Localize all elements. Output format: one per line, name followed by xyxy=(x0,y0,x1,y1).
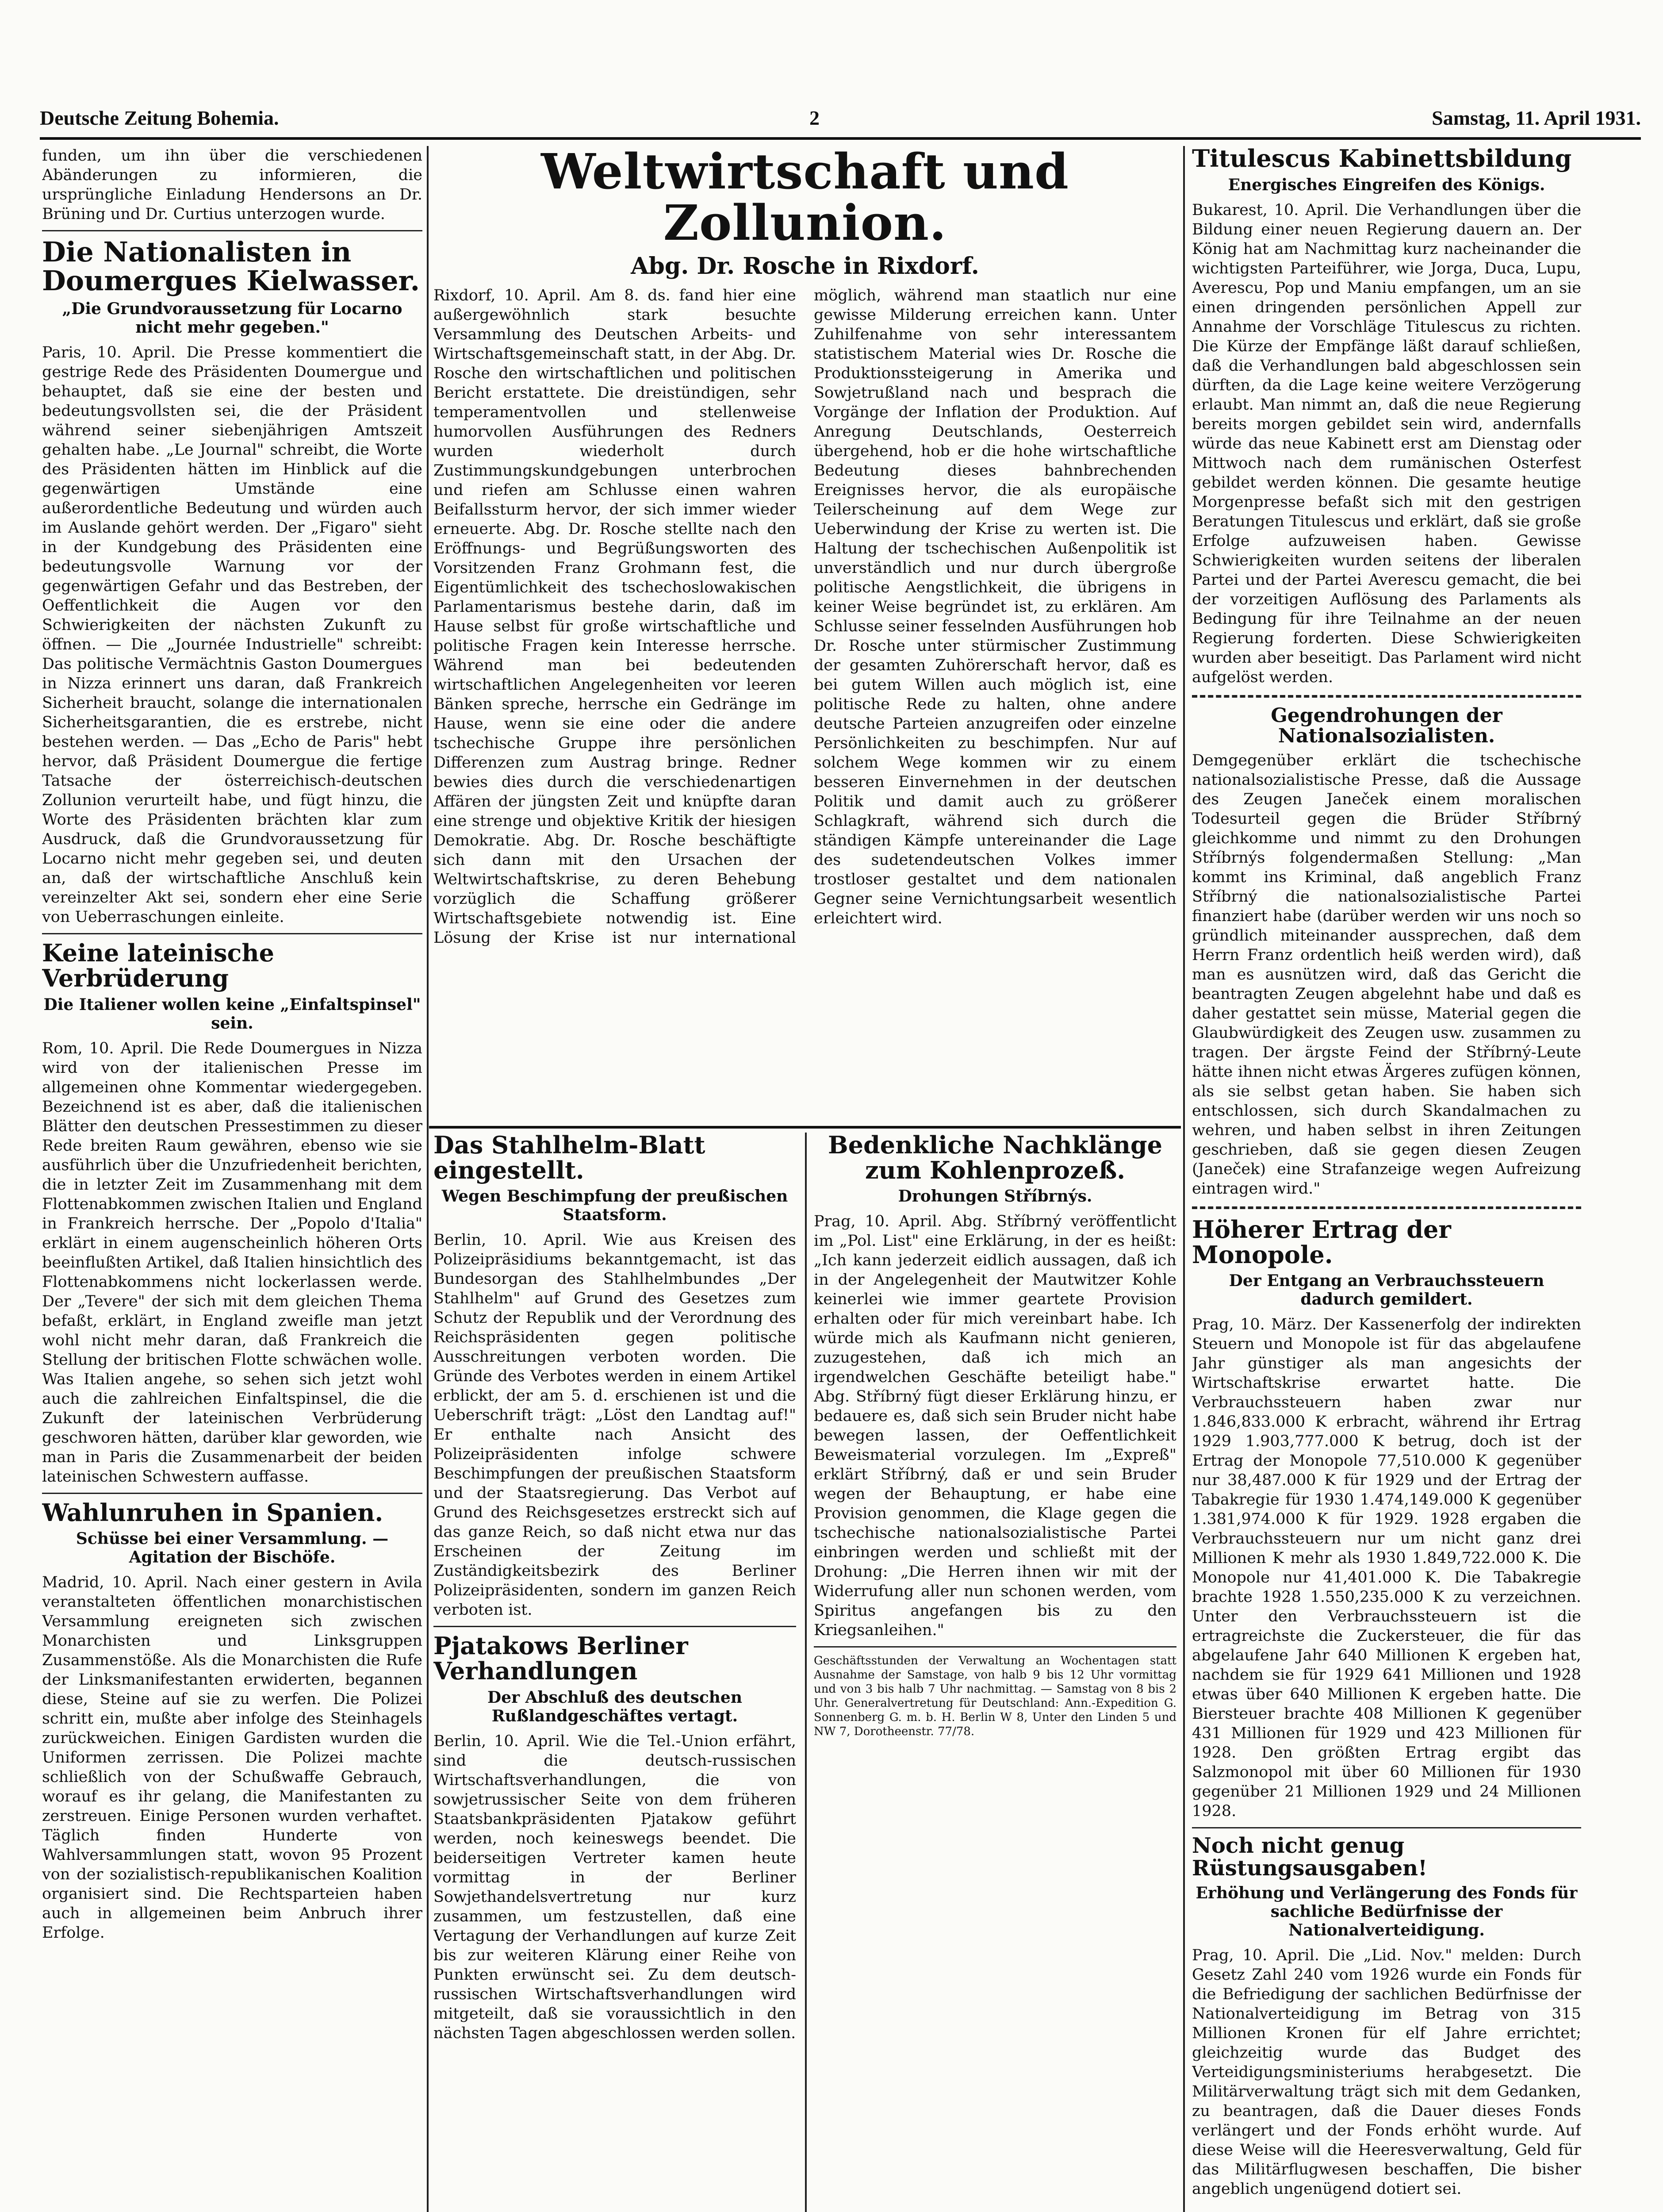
column-divider xyxy=(1183,146,1185,2212)
office-hours-notice: Geschäftsstunden der Verwaltung an Wochentagen statt Ausnahme der Samstage, von halb 9 bis 12 Uhr vormittag und von 3 bis halb 7 Uhr nachmittag. — Samstag von 8 bis 2 Uhr. Generalvertretung für Deutschland: Ann.-Expedition G. Sonnenberg G. m. b. H. Berlin W 8, Unter den Linden 5 und NW 7, Dorotheenstr. 77/78. xyxy=(814,1654,1176,1739)
column-mid-right xyxy=(814,1133,1176,2212)
article-continuation: funden, um ihn über die verschiedenen Abänderungen zu informieren, die ursprüngliche Einladung Hendersons an Dr. Brüning und Dr. Curtius unterzogen wurde. xyxy=(42,147,422,223)
article-headline: Keine lateinische Verbrüderung xyxy=(42,939,275,992)
column-left xyxy=(42,146,422,2212)
article-body: Prag, 10. März. Der Kassenerfolg der indirekten Steuern und Monopole ist für das abgelaufene Jahr günstiger als man angesichts der Wirtschaftskrise erwartet hatte. Die Verbrauchssteuern haben zwar nur 1.846,833.000 K erbracht, während ihr Ertrag 1929 1.903,777.000 K betrug, doch ist der Ertrag der Monopole 77,510.000 K gegenüber nur 38,487.000 K für 1929 und der Ertrag der Tabakregie für 1930 1.474,149.000 K gegenüber 1.381,974.000 K für 1929. 1928 ergaben die Verbrauchssteuern nur um nicht ganz drei Millionen K mehr als 1930 1.849,722.000 K. Die Monopole nur 41,401.000 K. Die Tabakregie brachte 1928 1.550,235.000 K zu verzeichnen. Unter den Verbrauchssteuern ist die ertragreichste die Zuckersteuer, die für das abgelaufene Jahr 640 Millionen K ergeben hat, nachdem sie für 1929 641 Millionen und 1928 etwas über 640 Millionen K ergeben hatte. Die Biersteuer brachte 408 Millionen K gegenüber 431 Millionen für 1929 und 423 Millionen für 1928. Den größten Ertrag ergibt das Salzmonopol mit über 60 Millionen für 1930 gegenüber 21 Millionen 1929 und 24 Millionen 1928. xyxy=(1192,1316,1581,1820)
page-number: 2 xyxy=(809,107,820,129)
article-headline: Titulescus Kabinettsbildung xyxy=(1192,146,1572,173)
article-body: Madrid, 10. April. Nach einer gestern in Avila veranstalteten öffentlichen monarchistischen Versammlung ereigneten sich zwischen Monarchisten und Linksgruppen Zusammenstöße. Als die Monarchisten die Rufe der Linksmanifestanten erwiderten, begannen diese, Steine auf sie zu werfen. Die Polizei schritt ein, mußte aber infolge des Steinhagels zurückweichen. Einigen Gardisten wurden die Uniformen zerrissen. Die Polizei machte schließlich von der Schußwaffe Gebrauch, worauf es ihr gelang, die Manifestanten zu zerstreuen. Einige Personen wurden verhaftet. Täglich finden Hunderte von Wahlversammlungen statt, wovon 95 Prozent von der sozialistisch-republikanischen Koalition organisiert sind. Die Rechtsparteien haben auch in allgemeinen beim Anbruch ihrer Erfolge. xyxy=(42,1574,422,1942)
newspaper-name: Deutsche Zeitung Bohemia. xyxy=(40,107,279,129)
lead-subheadline: Abg. Dr. Rosche in Rixdorf. xyxy=(631,253,979,280)
lead-headline: Weltwirtschaft und Zollunion. xyxy=(541,146,1069,251)
article-body: Prag, 10. April. Die „Lid. Nov." melden: Durch Gesetz Zahl 240 vom 1926 wurde ein Fonds für die Befriedigung der sachlichen Bedürfnisse der Nationalverteidigung im Betrag von 315 Millionen Kronen für elf Jahre errichtet; gleichzeitig wurde das Budget des Verteidigungsministeriums herabgesetzt. Die Militärverwaltung trägt sich mit dem Gedanken, zu beantragen, daß die Dauer dieses Fonds verlängert und der Fonds erhöht wurde. Auf diese Weise will die Heeresverwaltung, Geld für das Militärflugwesen beschaffen, Die bisher angeblich ungenügend dotiert sei. xyxy=(1192,1947,1581,2198)
article-subheadline: Schüsse bei einer Versammlung. — Agitation der Bischöfe. xyxy=(76,1529,389,1567)
issue-date: Samstag, 11. April 1931. xyxy=(1432,107,1641,129)
column-divider xyxy=(805,1133,807,2212)
article-headline: Wahlunruhen in Spanien. xyxy=(42,1498,383,1527)
article-body: Rom, 10. April. Die Rede Doumergues in Nizza wird von der italienischen Presse im allgemeinen ohne Kommentar wiedergegeben. Bezeichnend ist es aber, daß die italienischen Blätter den deutschen Pressestimmen zu dieser Rede breiten Raum gewähren, ebenso wie sie ausführlich über die Unzufriedenheit berichten, die in letzter Zeit im Zusammenhang mit dem Flottenabkommen zwischen Italien und England in Frankreich herrsche. Der „Popolo d'Italia" erklärt in einem augenscheinlich höheren Orts beeinflußten Artikel, daß Italien hinsichtlich des Flottenabkommens nicht lockerlassen werde. Der „Tevere" der sich mit dem gleichen Thema befaßt, erklärt, in England zweifle man jetzt wohl nicht mehr daran, daß Frankreich die Stellung der britischen Flotte schwächen wolle. Was Italien angehe, so sehen sich jetzt wohl auch die zahlreichen Einfaltspinsel, die die Zukunft der lateinischen Verbrüderung geschworen hätten, darüber klar geworden, wie man in Paris die Zusammenarbeit der beiden lateinischen Schwestern auffasse. xyxy=(42,1039,422,1486)
divider xyxy=(1192,695,1581,698)
column-right xyxy=(1192,146,1581,2212)
article-subheadline: Erhöhung und Verlängerung des Fonds für sachliche Bedürfnisse der Nationalverteidigung. xyxy=(1196,1884,1578,1940)
masthead xyxy=(40,102,1641,137)
article-subheadline: Wegen Beschimpfung der preußischen Staatsform. xyxy=(441,1187,788,1225)
divider xyxy=(42,230,422,231)
lead-article xyxy=(433,146,1176,1124)
article-body: Paris, 10. April. Die Presse kommentiert die gestrige Rede des Präsidenten Doumergue und behauptet, daß sie eine der besten und bedeutungsvollsten sei, die der Präsident während seiner siebenjährigen Amtszeit gehalten habe. „Le Journal" schreibt, die Worte des Präsidenten hätten im Hinblick auf die gegenwärtigen Umstände eine außerordentliche Bedeutung und würden auch im Auslande gehört werden. Der „Figaro" sieht in der Kundgebung des Präsidenten eine bedeutungsvolle Warnung vor der gegenwärtigen Gefahr und das Bestreben, der Oeffentlichkeit die Augen vor den Schwierigkeiten der nächsten Zukunft zu öffnen. — Die „Journée Industrielle" schreibt: Das politische Vermächtnis Gaston Doumergues in Nizza erinnert uns daran, daß Frankreich Sicherheit braucht, solange die internationalen Sicherheitsgarantien, die es erstrebe, nicht bestehen werden. — Das „Echo de Paris" hebt hervor, daß Präsident Doumergue die fertige Tatsache der österreichisch-deutschen Zollunion verurteilt habe, und fügt hinzu, die Worte des Präsidenten brächten klar zum Ausdruck, daß die Grundvoraussetzung für Locarno nicht mehr gegeben sei, und deuten an, daß der wirtschaftliche Anschluß kein vereinzelter Akt sei, sondern eher eine Serie von Ueberraschungen einleite. xyxy=(42,344,422,926)
masthead-rule xyxy=(40,137,1641,140)
divider xyxy=(433,1626,796,1627)
column-mid-left xyxy=(433,1133,796,2212)
lead-body: Rixdorf, 10. April. Am 8. ds. fand hier eine außergewöhnlich stark besuchte Versammlung des Deutschen Arbeits- und Wirtschaftsgemeinschaft statt, in der Abg. Dr. Rosche den wirtschaftlichen und politischen Bericht erstattete. Die dreistündigen, sehr temperamentvollen und stellenweise humorvollen Ausführungen des Redners wurden wiederholt durch Zustimmungskundgebungen unterbrochen und riefen am Schlusse einen wahren Beifallssturm hervor, der sich immer wieder erneuerte. Abg. Dr. Rosche stellte nach den Eröffnungs- und Begrüßungsworten des Vorsitzenden Franz Grohmann fest, die Eigentümlichkeit des tschechoslowakischen Parlamentarismus bestehe darin, daß im Hause selbst für große wirtschaftliche und politische Fragen kein Interesse herrsche. Während man bei bedeutenden wirtschaftlichen Angelegenheiten vor leeren Bänken spreche, herrsche ein Gedränge im Hause, wenn sie eine oder die andere tschechische Gruppe ihre persönlichen Differenzen zum Austrag bringe. Redner bewies dies durch die verschiedenartigen Affären der jüngsten Zeit und knüpfte daran eine strenge und objektive Kritik der hiesigen Demokratie. Abg. Dr. Rosche beschäftigte sich dann mit den Ursachen der Weltwirtschaftskrise, zu deren Behebung vorzüglich die Schaffung größerer Wirtschaftsgebiete notwendig ist. Eine Lösung der Krise ist nur international möglich, während man staatlich nur eine gewisse Milderung erreichen kann. Unter Zuhilfenahme von sehr interessantem statistischem Material wies Dr. Rosche die Produktionssteigerung in Amerika und Sowjetrußland nach und besprach die Vorgänge der Inflation der Produktion. Auf Anregung Deutschlands, Oesterreich übergehend, hob er die hohe wirtschaftliche Bedeutung dieses bahnbrechenden Ereignisses hervor, die als europäische Teilerscheinung auf dem Wege zur Ueberwindung der Krise zu werten ist. Die Haltung der tschechischen Außenpolitik ist unverständlich und nur durch übergroße politische Aengstlichkeit, die übrigens in keiner Weise begründet ist, zu erklären. Am Schlusse seiner fesselnden Ausführungen hob Dr. Rosche unter stürmischer Zustimmung der gesamten Zuhörerschaft hervor, daß es bei gutem Willen auch möglich ist, eine politische Rede zu halten, ohne andere deutsche Parteien anzugreifen oder einzelne Persönlichkeiten zu beschimpfen. Nur auf solchem Wege kommen wir zu einem besseren Einvernehmen in der deutschen Politik und damit auch zu größerer Schlagkraft, während sich durch die ständigen Kämpfe untereinander die Lage des sudetendeutschen Volkes immer trostloser gestaltet und dem nationalen Gegner seine Vernichtungsarbeit wesentlich erleichtert wird. xyxy=(433,287,1176,947)
article-subheadline: Drohungen Stříbrnýs. xyxy=(898,1187,1092,1206)
article-headline: Bedenkliche Nachklänge zum Kohlenprozeß. xyxy=(828,1133,1162,1184)
article-subheadline: Energisches Eingreifen des Königs. xyxy=(1228,175,1545,194)
section-divider xyxy=(429,1126,1181,1129)
article-body: Prag, 10. April. Abg. Stříbrný veröffentlicht im „Pol. List" eine Erklärung, in der es heißt: „Ich kann jederzeit eidlich aussagen, daß ich in der Angelegenheit der Mautwitzer Kohle keinerlei wie immer geartete Provision erhalten oder für mich vereinbart habe. Ich würde mich als Kaufmann nicht genieren, zuzugestehen, daß ich mich an irgendwelchen Geschäfte beteiligt habe." Abg. Stříbrný fügt dieser Erklärung hinzu, er bedauere es, daß sich sein Bruder nicht habe bewegen lassen, der Oeffentlichkeit Beweismaterial vorzulegen. Im „Expreß" erklärt Stříbrný, daß er und sein Bruder wegen der Behauptung, er habe eine Provision genommen, die Klage gegen die tschechische nationalsozialistische Partei einbringen werden und schließt mit der Drohung: „Die Herren ihnen wir mit der Widerrufung aller nun schonen werden, vom Spiritus angefangen bis zu den Kriegsanleihen." xyxy=(814,1213,1176,1640)
article-body: Demgegenüber erklärt die tschechische nationalsozialistische Presse, daß die Aussage des Zeugen Janeček einem moralischen Todesurteil gegen die Brüder Stříbrný gleichkomme und nimmt zu den Drohungen Stříbrnýs folgendermaßen Stellung: „Man kommt ins Kriminal, daß angeblich Franz Stříbrný die nationalsozialistische Partei finanziert habe (darüber werden wir uns noch so gründlich miteinander aussprechen, daß dem Herrn Franz ordentlich heiß werden wird), daß man es ausnützen wird, daß das Gericht die beantragten Zeugen abgelehnt habe und daß es daher gestattet sein müsse, Material gegen die Glaubwürdigkeit des Zeugen usw. zusammen zu tragen. Der ärgste Feind der Stříbrný-Leute hätte ihnen nicht etwas Ärgeres zufügen können, als sie selbst getan haben. Sie haben sich entschlossen, sich durch Skandalmachen zu wehren, und haben selbst in ihren Zeitungen geschrieben, daß sie gegen diesen Zeugen (Janeček) eine Strafanzeige wegen Aufreizung eintragen wird." xyxy=(1192,752,1581,1198)
column-divider xyxy=(427,146,429,2212)
article-body: Bukarest, 10. April. Die Verhandlungen über die Bildung einer neuen Regierung dauern an. Der König hat am Nachmittag kurz nacheinander die wichtigsten Parteiführer, wie Jorga, Duca, Lupu, Averescu, Pop und Maniu empfangen, um an sie einen dringenden persönlichen Appell zur Annahme der Vorschläge Titulescus zu richten. Die Kürze der Empfänge läßt darauf schließen, daß die Verhandlungen bald abgeschlossen sein dürften, da die Lage keine weitere Verzögerung erlaubt. Man nimmt an, daß die neue Regierung bereits morgen gebildet sein wird, andernfalls würde das neue Kabinett erst am Dienstag oder Mittwoch nach dem rumänischen Osterfest gebildet werden können. Die gesamte heutige Morgenpresse befaßt sich mit den gestrigen Beratungen Titulescus und erklärt, daß sie große Erfolge aufzuweisen haben. Gewisse Schwierigkeiten wurden seitens der liberalen Partei und der Partei Averescu gemacht, die bei der vorzeitigen Auflösung des Parlaments als Bedingung für ihre Teilnahme an der neuen Regierung forderten. Diese Schwierigkeiten wurden aber beseitigt. Das Parlament wird nicht aufgelöst werden. xyxy=(1192,201,1581,686)
article-headline: Gegendrohungen der Nationalsozialisten. xyxy=(1271,704,1502,747)
divider xyxy=(1192,1206,1581,1209)
article-subheadline: Der Abschluß des deutschen Rußlandgeschäftes vertagt. xyxy=(487,1688,743,1725)
article-headline: Die Nationalisten in Doumergues Kielwasser. xyxy=(42,236,420,297)
article-body: Berlin, 10. April. Wie aus Kreisen des Polizeipräsidiums bekanntgemacht, ist das Bundesorgan des Stahlhelmbundes „Der Stahlhelm" auf Grund des Gesetzes zum Schutz der Republik und der Verordnung des Reichspräsidenten gegen politische Ausschreitungen verboten worden. Die Gründe des Verbotes werden in einem Artikel erblickt, der am 5. d. erschienen ist und die Ueberschrift trägt: „Löst den Landtag auf!" Er enthalte nach Ansicht des Polizeipräsidenten infolge schwere Beschimpfungen der preußischen Staatsform und der Staatsregierung. Das Verbot auf Grund des Reichsgesetzes erstreckt sich auf das ganze Reich, so daß nicht etwa nur das Erscheinen der Zeitung im Zuständigkeitsbezirk des Berliner Polizeipräsidenten, sondern im ganzen Reich verboten ist. xyxy=(433,1231,796,1619)
article-headline: Das Stahlhelm-Blatt eingestellt. xyxy=(433,1133,705,1184)
article-subheadline: „Die Grundvoraussetzung für Locarno nicht mehr gegeben." xyxy=(62,300,402,337)
divider xyxy=(42,933,422,934)
article-headline: Höherer Ertrag der Monopole. xyxy=(1192,1215,1451,1269)
divider xyxy=(814,1646,1176,1647)
article-headline: Pjatakows Berliner Verhandlungen xyxy=(433,1632,688,1686)
article-headline: Noch nicht genug Rüstungsausgaben! xyxy=(1192,1833,1428,1881)
divider xyxy=(42,1493,422,1494)
article-subheadline: Die Italiener wollen keine „Einfaltspinsel" sein. xyxy=(43,995,421,1033)
divider xyxy=(1192,1827,1581,1828)
article-subheadline: Der Entgang an Verbrauchssteuern dadurch gemildert. xyxy=(1229,1271,1544,1309)
article-body: Berlin, 10. April. Wie die Tel.-Union erfährt, sind die deutsch-russischen Wirtschaftsverhandlungen, die von sowjetrussischer Seite von dem früheren Staatsbankpräsidenten Pjatakow geführt werden, noch keineswegs beendet. Die beiderseitigen Vertreter kamen heute vormittag in der Berliner Sowjethandelsvertretung nur kurz zusammen, um festzustellen, daß eine Vertagung der Verhandlungen auf kurze Zeit bis zur weiteren Klärung einer Reihe von Punkten erwünscht sei. Zu dem deutsch-russischen Wirtschaftsverhandlungen wird mitgeteilt, daß sie voraussichtlich in den nächsten Tagen abgeschlossen werden sollen. xyxy=(433,1732,796,2042)
